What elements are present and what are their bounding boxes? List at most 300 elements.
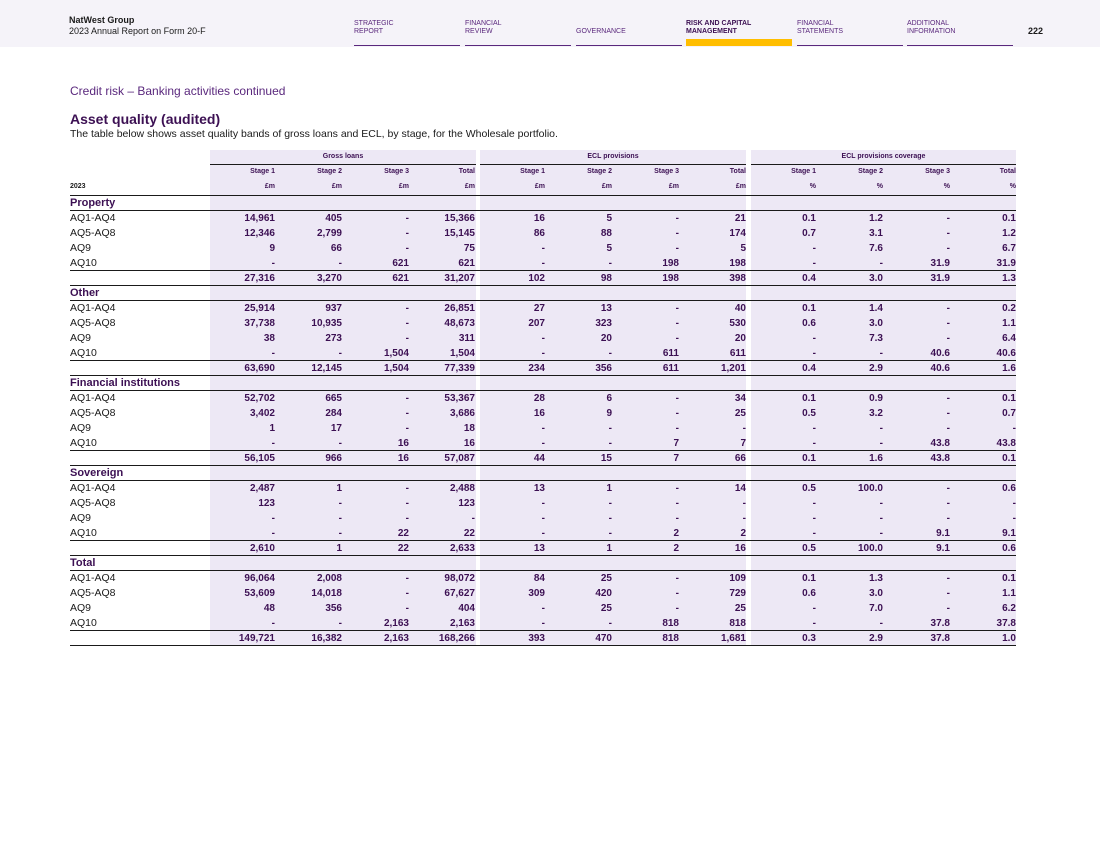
table-cell: 9 (269, 243, 275, 254)
table-cell: - (271, 618, 275, 629)
table-cell: - (541, 243, 545, 254)
nav-tab-1[interactable] (354, 20, 460, 46)
table-cell: - (405, 333, 409, 344)
table-cell: - (608, 258, 612, 269)
table-cell: 5 (606, 213, 612, 224)
subtotal-cell: 66 (734, 453, 746, 464)
table-row (70, 481, 1016, 496)
table-cell: - (675, 588, 679, 599)
table-cell: - (675, 243, 679, 254)
table-cell: - (812, 498, 816, 509)
subtotal-cell: 1,201 (720, 363, 746, 374)
table-cell: - (812, 618, 816, 629)
table-row (70, 421, 1016, 436)
table-cell: 16 (533, 408, 545, 419)
table-cell: 14,018 (311, 588, 342, 599)
subtotal-cell: 63,690 (244, 363, 275, 374)
table-cell: 818 (729, 618, 746, 629)
subtotal-cell: 44 (533, 453, 545, 464)
table-cell: - (271, 528, 275, 539)
table-cell: 31.9 (996, 258, 1016, 269)
column-header: Stage 1 (520, 168, 545, 175)
table-cell: 2 (673, 528, 679, 539)
table-cell: - (338, 528, 342, 539)
unit-label: % (876, 183, 883, 190)
table-cell: 6.2 (1002, 603, 1016, 614)
table-cell: - (541, 438, 545, 449)
table-cell: 43.8 (996, 438, 1016, 449)
section-title: Asset quality (audited) (70, 111, 221, 127)
table-cell: 48 (263, 603, 275, 614)
table-row (70, 406, 1016, 421)
year-label: 2023 (70, 183, 86, 190)
column-header: Stage 2 (858, 168, 883, 175)
table-cell: - (405, 393, 409, 404)
table-cell: - (946, 228, 950, 239)
table-cell: 9 (606, 408, 612, 419)
table-cell: - (879, 258, 883, 269)
asset-quality-table (70, 150, 1016, 648)
table-cell: 22 (397, 528, 409, 539)
section-subtitle: Credit risk – Banking activities continued (70, 84, 286, 98)
table-cell: 207 (528, 318, 545, 329)
table-cell: - (946, 483, 950, 494)
table-cell: 53,609 (244, 588, 275, 599)
table-cell: 98,072 (444, 573, 475, 584)
table-cell: 1.2 (869, 213, 883, 224)
table-cell: - (946, 573, 950, 584)
table-row (70, 256, 1016, 271)
table-cell: 18 (463, 423, 475, 434)
table-cell: 3,402 (249, 408, 275, 419)
table-cell: 0.1 (802, 393, 816, 404)
table-cell: 0.9 (869, 393, 883, 404)
table-cell: - (541, 528, 545, 539)
table-cell: - (541, 333, 545, 344)
table-cell: 25 (734, 603, 746, 614)
nav-tab-label: STRATEGIC REPORT (354, 20, 394, 35)
row-label: AQ9 (70, 332, 92, 344)
table-cell: - (812, 603, 816, 614)
column-header: Total (729, 168, 746, 175)
table-cell: 1.1 (1002, 588, 1016, 599)
table-cell: - (541, 423, 545, 434)
subtotal-cell: 22 (397, 543, 409, 554)
table-cell: 818 (662, 618, 679, 629)
subtotal-cell: 198 (662, 273, 679, 284)
table-cell: - (271, 348, 275, 359)
column-header: Stage 3 (925, 168, 950, 175)
table-cell: 26,851 (444, 303, 475, 314)
table-cell: 0.6 (802, 588, 816, 599)
table-cell: 937 (325, 303, 342, 314)
table-cell: 15,366 (444, 213, 475, 224)
table-cell: - (405, 303, 409, 314)
table-cell: 16 (533, 213, 545, 224)
subtotal-cell: 16,382 (311, 633, 342, 644)
table-cell: 7 (740, 438, 746, 449)
table-row (70, 241, 1016, 256)
subtotal-cell: 12,145 (311, 363, 342, 374)
unit-label: £m (331, 183, 342, 190)
subtotal-row (70, 271, 1016, 286)
unit-label: £m (464, 183, 475, 190)
table-cell: 14,961 (244, 213, 275, 224)
table-cell: 20 (734, 333, 746, 344)
nav-tab-label: FINANCIAL REVIEW (465, 20, 502, 35)
table-cell: 9.1 (936, 528, 950, 539)
subtotal-cell: 31,207 (444, 273, 475, 284)
table-cell: - (675, 573, 679, 584)
section-description: The table below shows asset quality bands of gross loans and ECL, by stage, for the Wholesale portfolio. (70, 128, 558, 140)
page-number: 222 (1028, 26, 1044, 36)
table-cell: 356 (325, 603, 342, 614)
table-cell: - (812, 513, 816, 524)
nav-tab-label: RISK AND CAPITAL MANAGEMENT (686, 20, 752, 35)
table-cell: - (405, 498, 409, 509)
table-cell: - (946, 603, 950, 614)
column-header: Stage 3 (654, 168, 679, 175)
row-label: AQ10 (70, 617, 97, 629)
table-cell: - (405, 408, 409, 419)
table-cell: - (946, 408, 950, 419)
active-indicator (686, 39, 792, 46)
subtotal-cell: 15 (600, 453, 612, 464)
table-row (70, 601, 1016, 616)
table-cell: - (675, 213, 679, 224)
table-row (70, 226, 1016, 241)
table-cell: - (1012, 513, 1016, 524)
subtotal-cell: 0.1 (802, 453, 816, 464)
category-heading (70, 286, 1016, 301)
table-cell: 7.0 (869, 603, 883, 614)
subtotal-cell: 27,316 (244, 273, 275, 284)
table-cell: 6 (606, 393, 612, 404)
table-cell: 123 (458, 498, 475, 509)
group-header: ECL provisions coverage (751, 150, 1016, 165)
table-row (70, 496, 1016, 511)
table-cell: - (946, 318, 950, 329)
table-cell: 0.6 (1002, 483, 1016, 494)
row-label: AQ5-AQ8 (70, 497, 116, 509)
row-label: AQ10 (70, 437, 97, 449)
table-cell: 611 (662, 348, 679, 359)
category-label: Sovereign (70, 467, 124, 479)
subtotal-cell: 356 (595, 363, 612, 374)
subtotal-cell: 1.3 (1002, 273, 1016, 284)
table-cell: 13 (600, 303, 612, 314)
subtotal-cell: 1,504 (383, 363, 409, 374)
column-header: Stage 1 (791, 168, 816, 175)
table-cell: - (338, 498, 342, 509)
table-row (70, 571, 1016, 586)
column-header: Stage 2 (317, 168, 342, 175)
column-header: Total (458, 168, 475, 175)
table-cell: - (405, 228, 409, 239)
table-cell: - (541, 603, 545, 614)
table-row (70, 316, 1016, 331)
subtotal-cell: 2,610 (249, 543, 275, 554)
table-cell: 530 (729, 318, 746, 329)
subtotal-cell: 100.0 (857, 543, 883, 554)
subtotal-cell: 2,633 (449, 543, 475, 554)
table-cell: 43.8 (930, 438, 950, 449)
table-cell: 0.2 (1002, 303, 1016, 314)
unit-label: £m (601, 183, 612, 190)
table-cell: 1.4 (869, 303, 883, 314)
table-cell: - (405, 603, 409, 614)
table-cell: 48,673 (444, 318, 475, 329)
table-cell: 1.2 (1002, 228, 1016, 239)
category-heading (70, 556, 1016, 571)
subtotal-cell: 0.5 (802, 543, 816, 554)
subtotal-cell: 0.6 (1002, 543, 1016, 554)
table-cell: - (675, 423, 679, 434)
unit-label: £m (534, 183, 545, 190)
table-cell: - (812, 333, 816, 344)
subtotal-cell: 818 (662, 633, 679, 644)
table-cell: - (946, 333, 950, 344)
table-cell: - (742, 498, 746, 509)
subtotal-cell: 102 (528, 273, 545, 284)
table-cell: - (946, 393, 950, 404)
nav-tab-4[interactable] (686, 20, 792, 46)
table-cell: - (271, 438, 275, 449)
table-cell: - (271, 513, 275, 524)
table-cell: 2,799 (316, 228, 342, 239)
table-cell: 40.6 (996, 348, 1016, 359)
unit-label: % (943, 183, 950, 190)
table-cell: 52,702 (244, 393, 275, 404)
table-cell: - (675, 498, 679, 509)
subtotal-cell: 43.8 (930, 453, 950, 464)
subtotal-cell: 2.9 (869, 363, 883, 374)
subtotal-cell: 0.3 (802, 633, 816, 644)
table-cell: 311 (458, 333, 475, 344)
nav-tab-2[interactable] (465, 20, 571, 46)
row-label: AQ5-AQ8 (70, 227, 116, 239)
table-cell: - (608, 618, 612, 629)
table-cell: 273 (325, 333, 342, 344)
table-cell: 88 (600, 228, 612, 239)
nav-tab-label: ADDITIONAL INFORMATION (907, 20, 956, 35)
subtotal-cell: 9.1 (936, 543, 950, 554)
table-row (70, 211, 1016, 226)
table-cell: - (946, 243, 950, 254)
table-row (70, 586, 1016, 601)
table-cell: - (675, 513, 679, 524)
table-cell: - (879, 438, 883, 449)
table-cell: 0.7 (1002, 408, 1016, 419)
subtotal-cell: 398 (729, 273, 746, 284)
nav-tab-3[interactable] (576, 20, 682, 46)
table-cell: - (879, 498, 883, 509)
table-cell: 729 (729, 588, 746, 599)
table-cell: - (405, 213, 409, 224)
subtotal-cell: 3,270 (316, 273, 342, 284)
row-label: AQ1-AQ4 (70, 482, 116, 494)
table-cell: - (879, 618, 883, 629)
table-cell: 1 (336, 483, 342, 494)
subtotal-cell: 393 (528, 633, 545, 644)
table-cell: - (471, 513, 475, 524)
table-cell: 100.0 (857, 483, 883, 494)
table-cell: 0.1 (1002, 393, 1016, 404)
table-cell: 5 (606, 243, 612, 254)
table-cell: - (608, 438, 612, 449)
table-cell: 1.3 (869, 573, 883, 584)
subtotal-cell: 3.0 (869, 273, 883, 284)
table-cell: 5 (740, 243, 746, 254)
table-cell: - (405, 483, 409, 494)
table-cell: 3.0 (869, 588, 883, 599)
table-cell: 15,145 (444, 228, 475, 239)
org-name: NatWest Group (69, 15, 135, 25)
table-cell: 37.8 (930, 618, 950, 629)
table-cell: 27 (533, 303, 545, 314)
table-cell: - (812, 528, 816, 539)
table-cell: - (338, 438, 342, 449)
table-cell: 1 (606, 483, 612, 494)
table-cell: - (675, 303, 679, 314)
table-cell: 13 (533, 483, 545, 494)
table-row (70, 511, 1016, 526)
table-cell: - (541, 258, 545, 269)
units-row (70, 180, 1016, 194)
table-cell: - (541, 513, 545, 524)
table-cell: 25,914 (244, 303, 275, 314)
nav-tab-label: FINANCIAL STATEMENTS (797, 20, 844, 35)
table-cell: 10,935 (311, 318, 342, 329)
row-label: AQ5-AQ8 (70, 587, 116, 599)
table-cell: - (675, 483, 679, 494)
table-cell: 7.3 (869, 333, 883, 344)
brand (69, 15, 206, 37)
table-cell: - (1012, 498, 1016, 509)
table-cell: 198 (729, 258, 746, 269)
table-cell: 2,163 (383, 618, 409, 629)
subtotal-cell: 1,681 (720, 633, 746, 644)
table-cell: 665 (325, 393, 342, 404)
subtotal-cell: 1.0 (1002, 633, 1016, 644)
table-cell: 123 (258, 498, 275, 509)
table-cell: 40 (734, 303, 746, 314)
table-cell: 0.1 (1002, 213, 1016, 224)
table-cell: 40.6 (930, 348, 950, 359)
column-header: Stage 3 (384, 168, 409, 175)
table-cell: 0.1 (802, 303, 816, 314)
row-label: AQ5-AQ8 (70, 407, 116, 419)
table-cell: - (405, 318, 409, 329)
subtotal-cell: 37.8 (930, 633, 950, 644)
table-cell: - (405, 573, 409, 584)
table-cell: 2 (740, 528, 746, 539)
table-cell: 109 (729, 573, 746, 584)
table-cell: 0.5 (802, 483, 816, 494)
table-cell: 0.1 (802, 573, 816, 584)
row-label: AQ10 (70, 527, 97, 539)
row-label: AQ9 (70, 602, 92, 614)
table-cell: - (338, 513, 342, 524)
table-cell: 621 (392, 258, 409, 269)
row-label: AQ1-AQ4 (70, 392, 116, 404)
table-cell: - (608, 348, 612, 359)
table-cell: - (742, 423, 746, 434)
table-cell: 67,627 (444, 588, 475, 599)
subtotal-cell: 470 (595, 633, 612, 644)
table-cell: 25 (600, 573, 612, 584)
table-cell: - (405, 243, 409, 254)
table-cell: 0.1 (1002, 573, 1016, 584)
top-bar (0, 0, 1100, 47)
table-cell: 3,686 (449, 408, 475, 419)
table-cell: 7.6 (869, 243, 883, 254)
table-cell: 0.5 (802, 408, 816, 419)
subtotal-cell: 57,087 (444, 453, 475, 464)
table-cell: 84 (533, 573, 545, 584)
table-cell: 1,504 (383, 348, 409, 359)
subtotal-cell: 0.4 (802, 363, 816, 374)
category-label: Property (70, 197, 116, 209)
table-cell: - (812, 258, 816, 269)
category-heading (70, 196, 1016, 211)
category-label: Total (70, 557, 96, 569)
table-cell: 198 (662, 258, 679, 269)
table-row (70, 301, 1016, 316)
table-cell: - (405, 513, 409, 524)
nav-tab-6[interactable] (907, 20, 1013, 46)
subtotal-cell: 31.9 (930, 273, 950, 284)
row-label: AQ1-AQ4 (70, 302, 116, 314)
table-row (70, 346, 1016, 361)
table-cell: - (879, 528, 883, 539)
table-cell: 6.4 (1002, 333, 1016, 344)
unit-label: £m (668, 183, 679, 190)
table-cell: 53,367 (444, 393, 475, 404)
table-cell: 14 (734, 483, 746, 494)
table-cell: - (675, 408, 679, 419)
category-label: Financial institutions (70, 377, 181, 389)
nav-tab-5[interactable] (797, 20, 903, 46)
table-cell: 25 (734, 408, 746, 419)
table-cell: - (946, 423, 950, 434)
unit-label: £m (398, 183, 409, 190)
subtotal-cell: 1 (606, 543, 612, 554)
subtotal-row (70, 361, 1016, 376)
table-cell: 75 (463, 243, 475, 254)
table-cell: - (879, 423, 883, 434)
subtotal-cell: 149,721 (238, 633, 275, 644)
subtotal-cell: 56,105 (244, 453, 275, 464)
nav-tab-label: GOVERNANCE (576, 28, 626, 35)
table-cell: - (675, 318, 679, 329)
table-cell: 21 (734, 213, 746, 224)
table-cell: 405 (325, 213, 342, 224)
subtotal-row (70, 451, 1016, 466)
table-cell: 0.7 (802, 228, 816, 239)
table-cell: 37,738 (244, 318, 275, 329)
column-header: Total (999, 168, 1016, 175)
row-label: AQ9 (70, 512, 92, 524)
table-cell: - (271, 258, 275, 269)
subtotal-cell: 1.6 (869, 453, 883, 464)
table-cell: - (742, 513, 746, 524)
row-label: AQ5-AQ8 (70, 317, 116, 329)
table-cell: 284 (325, 408, 342, 419)
table-cell: 1.1 (1002, 318, 1016, 329)
subtotal-row (70, 541, 1016, 556)
table-cell: 0.1 (802, 213, 816, 224)
